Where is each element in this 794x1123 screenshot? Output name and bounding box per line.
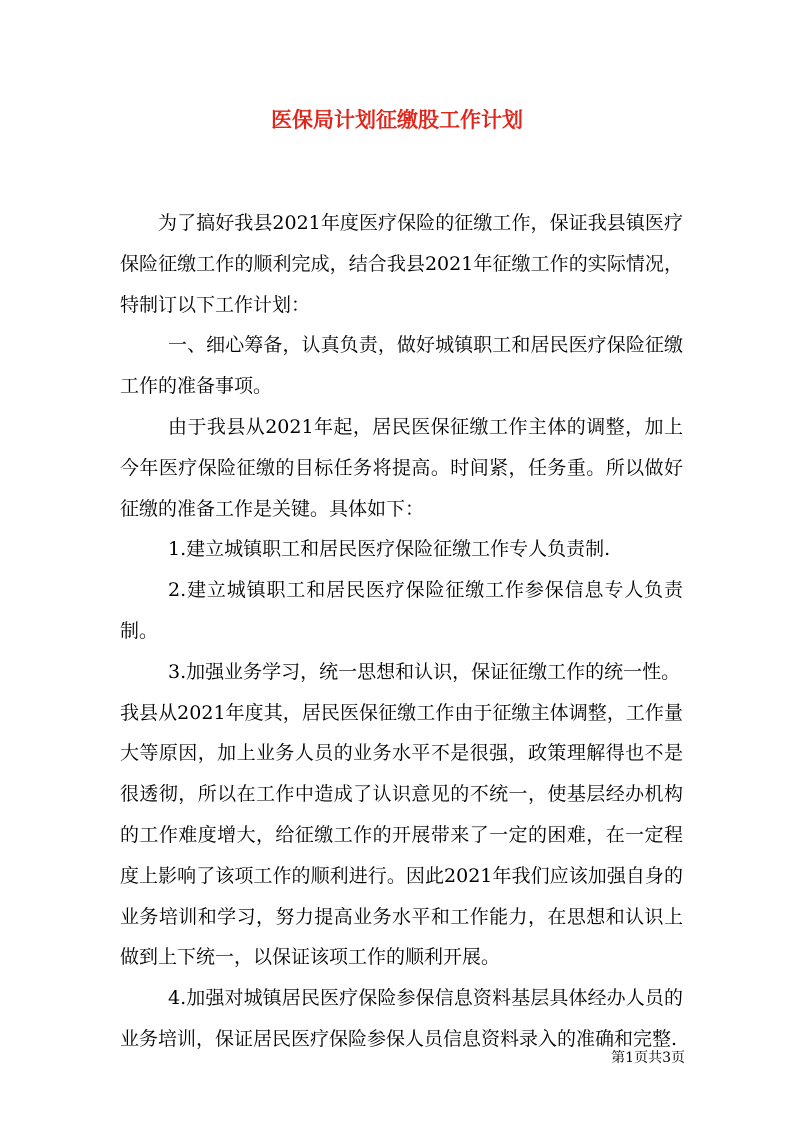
list-item-1: 1.建立城镇职工和居民医疗保险征缴工作专人负责制. bbox=[168, 538, 611, 561]
section-1-body: 由于我县从2021年起，居民医保征缴工作主体的调整，加上今年医疗保险征缴的目标任务将提高。时间紧，任务重。所以做好征缴的准备工作是关键。具体如下： bbox=[120, 415, 683, 520]
list-item-3-detail: 我县从2021年度其，居民医保征缴工作由于征缴主体调整，工作量大等原因，加上业务人员的业务水平不是很强，政策理解得也不是很透彻，所以在工作中造成了认识意见的不统一，使基层经办机构的工作难度增大，给征缴工作的开展带来了一定的困难，在一定程度上影响了该项工作的顺利进行。因此2021年我们应该加强自身的业务培训和学习，努力提高业务水平和工作能力，在思想和认识上做到上下统一，以保证该项工作的顺利开展。 bbox=[120, 701, 683, 969]
document-body bbox=[120, 203, 683, 1060]
section-1-heading: 一、细心筹备，认真负责，做好城镇职工和居民医疗保险征缴工作的准备事项。 bbox=[120, 334, 683, 398]
list-item-4: 4.加强对城镇居民医疗保险参保信息资料基层具体经办人员的业务培训，保证居民医疗保险参保人员信息资料录入的准确和完整. bbox=[120, 987, 683, 1050]
intro-paragraph: 为了搞好我县2021年度医疗保险的征缴工作，保证我县镇医疗保险征缴工作的顺利完成，结合我县2021年征缴工作的实际情况，特制订以下工作计划： bbox=[120, 212, 683, 316]
list-item-3: 3.加强业务学习，统一思想和认识，保证征缴工作的统一性。 bbox=[168, 660, 681, 683]
page-number: 第1页共3页 bbox=[611, 1050, 685, 1066]
list-item-2: 2.建立城镇职工和居民医疗保险征缴工作参保信息专人负责制。 bbox=[120, 579, 683, 642]
page-title: 医保局计划征缴股工作计划 bbox=[271, 107, 523, 132]
